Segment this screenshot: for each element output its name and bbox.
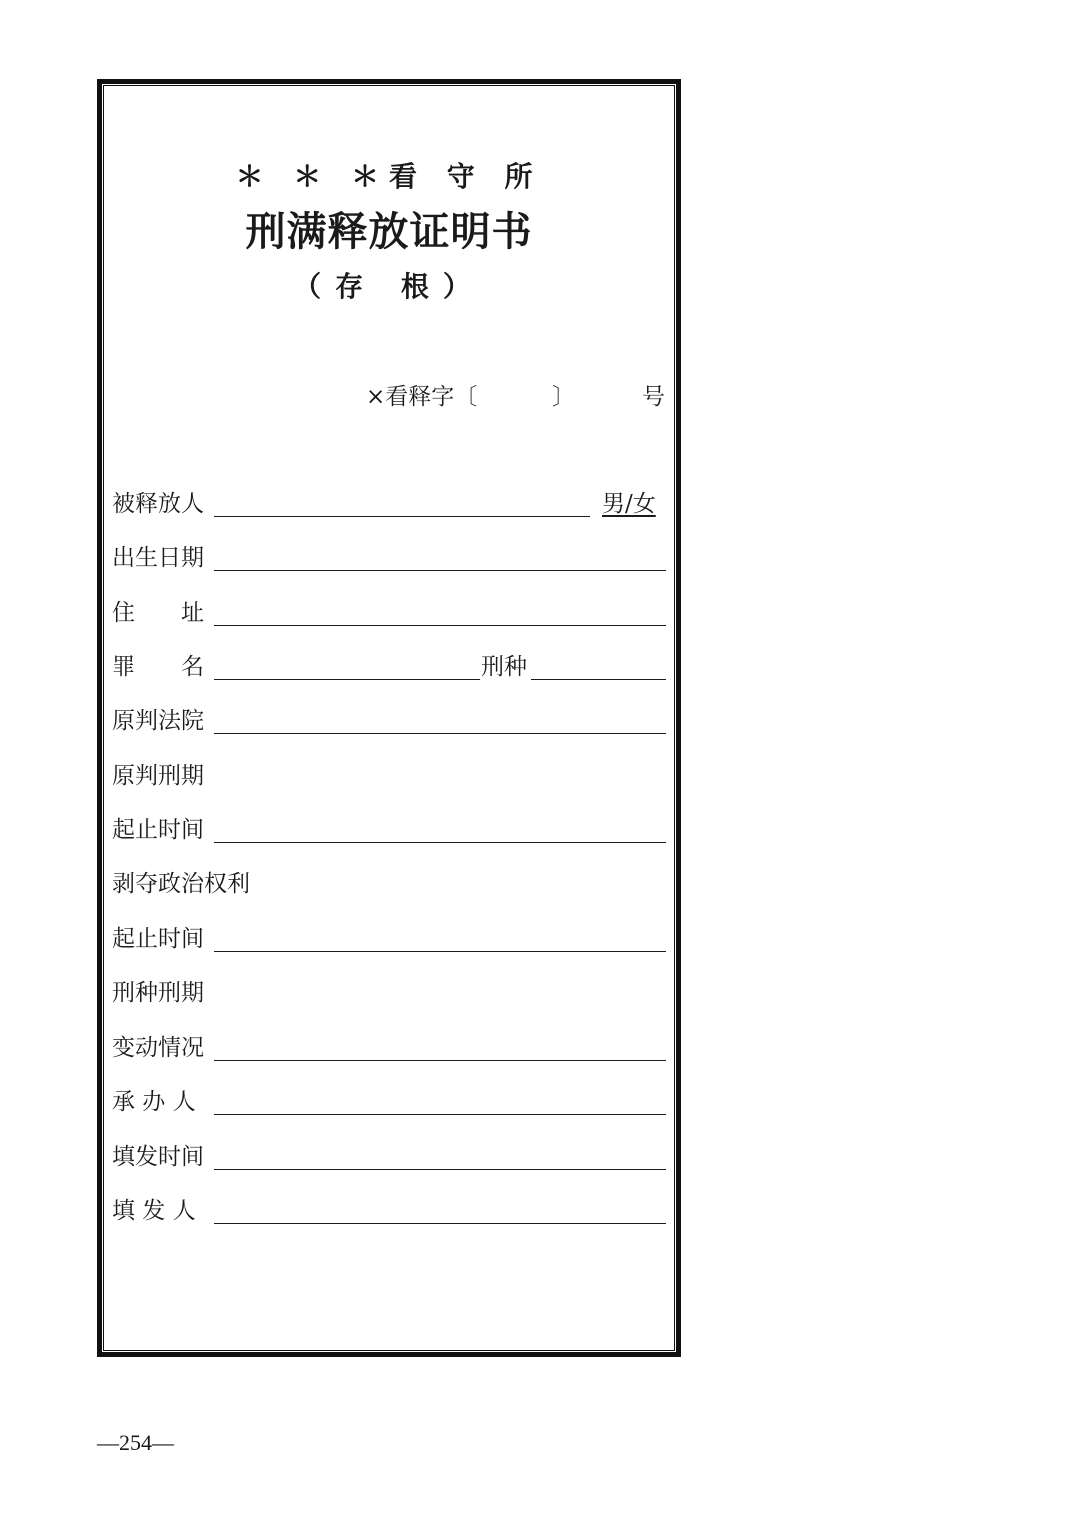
label-original-court: 原判法院 xyxy=(112,708,204,734)
changes-line[interactable] xyxy=(214,1060,666,1061)
label-original-term: 原判刑期 xyxy=(112,763,204,789)
handler-line[interactable] xyxy=(214,1114,666,1115)
label-issue-date: 填发时间 xyxy=(112,1144,204,1170)
penalty-type-line[interactable] xyxy=(531,679,666,680)
doc-number-bracket-close: 〕 xyxy=(552,384,575,410)
label-term-period-2: 起止时间 xyxy=(112,926,204,952)
label-issuer: 填 发 人 xyxy=(112,1198,196,1224)
label-deprivation: 剥夺政治权利 xyxy=(112,871,250,897)
label-changes: 变动情况 xyxy=(112,1035,204,1061)
label-crime: 罪 名 xyxy=(112,654,204,680)
released-person-line[interactable] xyxy=(214,516,590,517)
label-penalty-term: 刑种刑期 xyxy=(112,980,204,1006)
org-name: ＊ ＊ ＊看 守 所 xyxy=(235,160,543,193)
label-released-person: 被释放人 xyxy=(112,491,204,517)
label-handler: 承 办 人 xyxy=(112,1089,196,1115)
doc-number-prefix: ×看释字〔 xyxy=(366,384,478,410)
sex-options[interactable]: 男/女 xyxy=(602,491,656,517)
document-title: 刑满释放证明书 xyxy=(245,208,533,255)
issuer-line[interactable] xyxy=(214,1223,666,1224)
label-penalty-type: 刑种 xyxy=(481,654,527,680)
original-court-line[interactable] xyxy=(214,733,666,734)
crime-line[interactable] xyxy=(214,679,480,680)
doc-number-suffix: 号 xyxy=(642,384,665,410)
label-address: 住 址 xyxy=(112,600,204,626)
term-period-1-line[interactable] xyxy=(214,842,666,843)
label-birth-date: 出生日期 xyxy=(112,545,204,571)
document-subtitle: （存 根） xyxy=(293,270,485,303)
term-period-2-line[interactable] xyxy=(214,951,666,952)
birth-date-line[interactable] xyxy=(214,570,666,571)
address-line[interactable] xyxy=(214,625,666,626)
label-term-period-1: 起止时间 xyxy=(112,817,204,843)
issue-date-line[interactable] xyxy=(214,1169,666,1170)
page-number: —254— xyxy=(97,1430,174,1455)
